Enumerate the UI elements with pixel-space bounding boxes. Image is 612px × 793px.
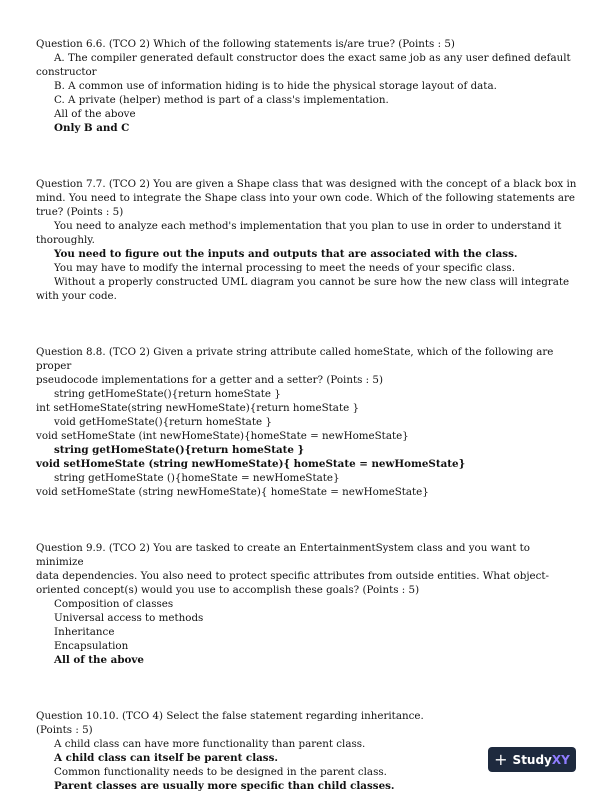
question-stem: Question 6.6. (TCO 2) Which of the following statements is/are true? (Points : 5) — [36, 38, 455, 50]
question-stem: true? (Points : 5) — [36, 206, 124, 218]
logo-text-main: Study — [512, 752, 552, 767]
question-stem: Question 7.7. (TCO 2) You are given a Shape class that was designed with the concept of a black box in — [36, 178, 577, 190]
question-stem: Question 9.9. (TCO 2) You are tasked to create an EntertainmentSystem class and you want to minimize — [36, 542, 530, 568]
answer-option: Universal access to methods — [54, 612, 204, 624]
answer-option: You need to analyze each method's implementation that you plan to use in order to understand it — [54, 220, 562, 232]
question-stem: pseudocode implementations for a getter and a setter? (Points : 5) — [36, 374, 383, 386]
correct-answer: All of the above — [54, 654, 144, 666]
code-option-line: int setHomeState(string newHomeState){return homeState } — [36, 402, 359, 414]
correct-answer-line: void setHomeState (string newHomeState){ homeState = newHomeState} — [36, 458, 466, 470]
correct-answer-line: string getHomeState(){return homeState } — [54, 444, 305, 456]
answer-option: You may have to modify the internal processing to meet the needs of your specific class. — [54, 262, 515, 274]
answer-option: Inheritance — [54, 626, 115, 638]
answer-option: Encapsulation — [54, 640, 129, 652]
answer-option: B. A common use of information hiding is to hide the physical storage layout of data. — [54, 80, 497, 92]
question-stem: data dependencies. You also need to protect specific attributes from outside entities. What object- — [36, 570, 549, 582]
code-option-line: void getHomeState(){return homeState } — [54, 416, 272, 428]
correct-answer: Parent classes are usually more specific than child classes. — [54, 780, 395, 792]
answer-option-continuation: with your code. — [36, 290, 117, 302]
plus-icon: + — [494, 749, 508, 769]
answer-option: Common functionality needs to be designed in the parent class. — [54, 766, 387, 778]
code-option-line: void setHomeState (string newHomeState){ homeState = newHomeState} — [36, 486, 429, 498]
answer-option-continuation: constructor — [36, 66, 97, 78]
code-option-line: string getHomeState(){return homeState } — [54, 388, 281, 400]
question-stem: oriented concept(s) would you use to accomplish these goals? (Points : 5) — [36, 584, 420, 596]
question-stem: (Points : 5) — [36, 724, 93, 736]
code-option-line: string getHomeState (){homeState = newHomeState} — [54, 472, 340, 484]
question-stem: Question 10.10. (TCO 4) Select the false statement regarding inheritance. — [36, 710, 424, 722]
question-7 — [36, 177, 578, 303]
answer-option: A. The compiler generated default constructor does the exact same job as any user defined default — [54, 52, 571, 64]
question-stem: mind. You need to integrate the Shape class into your own code. Which of the following statements are — [36, 192, 576, 204]
question-9 — [36, 541, 578, 667]
answer-option: A child class can have more functionality than parent class. — [54, 738, 366, 750]
answer-option: Composition of classes — [54, 598, 174, 610]
document-page — [36, 37, 578, 793]
question-6 — [36, 37, 578, 135]
studyxy-logo — [488, 747, 576, 772]
correct-answer: Only B and C — [54, 122, 130, 134]
logo-text-accent: XY — [551, 752, 570, 767]
correct-answer: A child class can itself be parent class. — [54, 752, 278, 764]
answer-option-continuation: thoroughly. — [36, 234, 95, 246]
question-8 — [36, 345, 578, 499]
answer-option: All of the above — [54, 108, 136, 120]
correct-answer: You need to figure out the inputs and outputs that are associated with the class. — [54, 248, 518, 260]
answer-option: Without a properly constructed UML diagram you cannot be sure how the new class will integrate — [54, 276, 570, 288]
code-option-line: void setHomeState (int newHomeState){homeState = newHomeState} — [36, 430, 409, 442]
question-stem: Question 8.8. (TCO 2) Given a private string attribute called homeState, which of the following are proper — [36, 346, 554, 372]
answer-option: C. A private (helper) method is part of a class's implementation. — [54, 94, 389, 106]
